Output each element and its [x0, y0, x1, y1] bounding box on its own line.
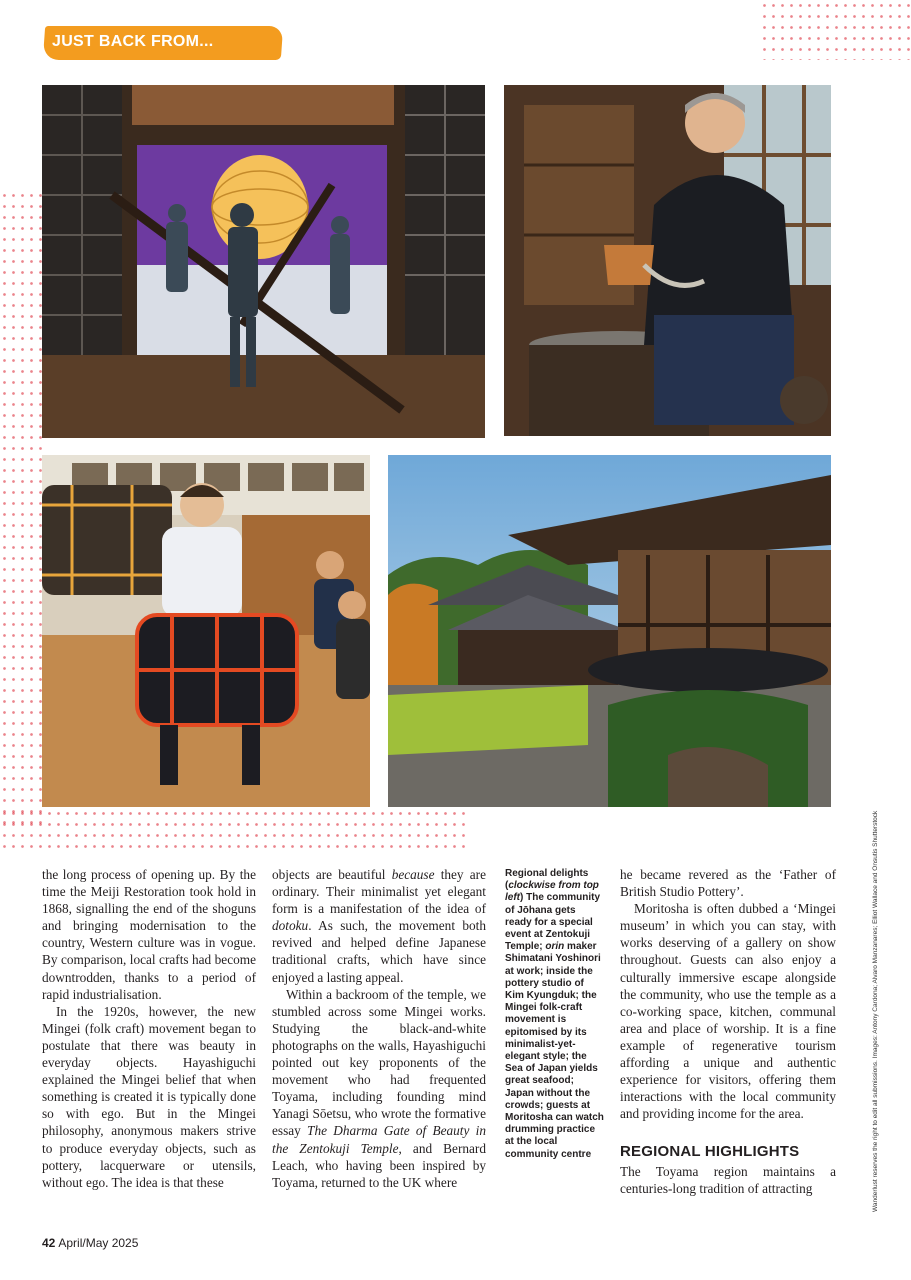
- caption-title: Regional delights: [505, 868, 589, 879]
- photo-drumming: [42, 455, 370, 807]
- photo-caption: Regional delights (clockwise from top left) The community of Jōhana gets ready for a special event at Zentokuji Temple; orin maker Shimatani Yoshinori at work; inside the pottery studio of Kim Kyungduk; the Mingei folk-craft movement is epitomised by its minimalist-yet-elegant style; the Sea of Japan yields great seafood; Japan without the crowds; guests at Moritosha can watch drumming practice at the local community centre: [505, 868, 604, 1160]
- craftsman-photo-icon: [504, 85, 831, 436]
- body-column-1: [42, 866, 256, 1191]
- body-column-3: [620, 866, 836, 1122]
- photo-credit: Wanderlust reserves the right to edit all submissions. Images: Antony Cardona; Alvaro Manzanares; Elliot Wallace and Onsutis Shutterstock: [872, 810, 879, 1212]
- decorative-dots-left: [0, 190, 44, 830]
- body-paragraph: the long process of opening up. By the time the Meiji Restoration took hold in 1868, signalling the end of the shoguns and bringing modernisation to the country, Western culture was in vogue. By comparison, local crafts had become downtrodden, thanks to a period of rapid industrialisation.: [42, 867, 256, 1002]
- body-paragraph: Within a backroom of the temple, we stumbled across some Mingei works. Studying the black-and-white photographs on the walls, Hayashiguchi pointed out key proponents of the movement who had frequented Toyama, including founding mind Yanagi Sōetsu, who wrote the formative essay The Dharma Gate of Beauty in the Zentokuji Temple, and Bernard Leach, who having been inspired by Toyama, returned to the UK where: [272, 986, 487, 1190]
- page-footer: [42, 1236, 138, 1250]
- photo-temple-lantern: [42, 85, 485, 438]
- body-paragraph: objects are beautiful because they are ordinary. Their minimalist yet elegant form is a manifestation of the idea of dotoku. As such, the movement both revived and helped define Japanese traditional crafts, which have since enjoyed a lasting appeal.: [272, 867, 486, 985]
- body-paragraph: The Toyama region maintains a centuries-long tradition of attracting: [620, 1164, 836, 1197]
- page-number: 42: [42, 1236, 56, 1250]
- caption-direction: clockwise from top left: [505, 880, 599, 904]
- issue-date: April/May 2025: [58, 1236, 139, 1250]
- temple-exterior-photo-icon: [388, 455, 831, 807]
- body-paragraph: he became revered as the ‘Father of British Studio Pottery’.: [620, 867, 836, 900]
- decorative-dots-bottom: [0, 808, 470, 848]
- decorative-dots-top-right: [760, 0, 911, 60]
- section-heading: REGIONAL HIGHLIGHTS: [620, 1143, 800, 1160]
- drummer-photo-icon: [42, 455, 370, 807]
- photo-zentokuji-temple: [388, 455, 831, 807]
- body-column-2: [272, 866, 486, 1191]
- temple-event-photo-icon: [42, 85, 485, 438]
- banner-label: JUST BACK FROM...: [52, 33, 214, 50]
- body-paragraph: Moritosha is often dubbed a ‘Mingei museum’ in which you can stay, with works deserving of a gallery on show throughout. Guests can also enjoy a culturally immersive escape alongside the community, who use the temple as a co-working space, kitchen, communal area and place of worship. It is a fine example of regenerative tourism affording a unique and authentic experience for visitors, offering them interactions with the local community and providing income for the area.: [620, 901, 836, 1122]
- photo-orin-maker: [504, 85, 831, 436]
- body-paragraph: In the 1920s, however, the new Mingei (folk craft) movement began to postulate that there was beauty in everyday objects. Hayashiguchi explained the Mingei belief that when something is created it is typically done so with ego. But in the Mingei philosophy, anonymous makers strive to produce everyday objects, such as pottery, lacquerware or utensils, without ego. The idea is that these: [42, 1003, 256, 1190]
